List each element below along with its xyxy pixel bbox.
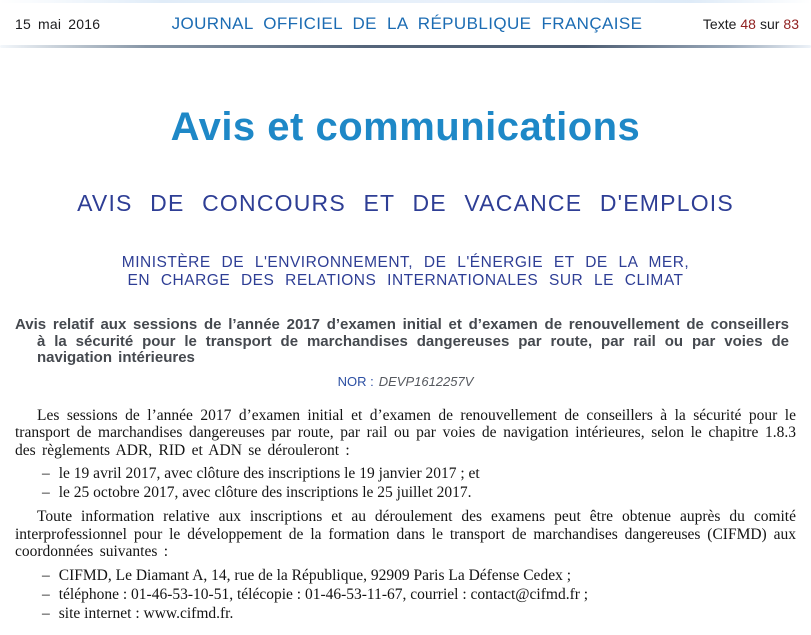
contact-details-list [15,566,796,623]
list-item [15,566,796,585]
ministry-line-1: MINISTÈRE DE L'ENVIRONNEMENT, DE L'ÉNERGIE ET DE LA MER, [121,254,690,271]
session-date-2: le 25 octobre 2017, avec clôture des inscriptions le 25 juillet 2017. [58,484,472,501]
dash-bullet: – [42,484,50,501]
session-date-1: le 19 avril 2017, avec clôture des inscriptions le 19 janvier 2017 ; et [58,465,480,482]
list-item [15,604,796,623]
contact-phone-email: téléphone : 01-46-53-10-51, télécopie : 01-46-53-11-67, courriel : contact@cifmd.fr ; [58,585,589,603]
journal-title: JOURNAL OFFICIEL DE LA RÉPUBLIQUE FRANÇAISE [171,14,643,33]
dash-bullet: – [42,604,50,622]
contact-address: CIFMD, Le Diamant A, 14, rue de la République, 92909 Paris La Défense Cedex ; [58,566,571,584]
main-title: Avis et communications [170,105,641,149]
issue-date: 15 mai 2016 [15,16,101,32]
list-item [15,483,796,502]
texte-sur: sur [759,16,780,32]
header-divider [0,45,811,48]
ministry-title [0,254,811,290]
list-item [15,585,796,604]
contact-website: site internet : www.cifmd.fr. [58,604,234,622]
dash-bullet: – [42,585,50,603]
notice-title: Avis relatif aux sessions de l’année 2017 d’examen initial et d’examen de renouvellement de conseillers à la sécurité pour le transport de marchandises dangereuses par route, par rail ou par voies de navigation intérieures [15,316,789,366]
dash-bullet: – [42,465,50,482]
nor-line [0,374,811,389]
nor-value: DEVP1612257V [378,373,474,389]
dash-bullet: – [42,566,50,584]
notice-body [0,407,811,623]
ministry-line-2: EN CHARGE DES RELATIONS INTERNATIONALES SUR LE CLIMAT [127,272,684,289]
texte-prefix: Texte [702,16,737,32]
paragraph-sessions: Les sessions de l’année 2017 d’examen initial et d’examen de renouvellement de conseillers à la sécurité pour le transport de marchandises dangereuses par route, par rail ou par voies de navigation intérieures, selon le chapitre 1.8.3 des règlements ADR, RID et ADN se dérouleront : [15,406,796,459]
texte-total: 83 [783,16,799,32]
list-item [15,464,796,483]
texte-reference [642,16,799,32]
section-title: AVIS DE CONCOURS ET DE VACANCE D'EMPLOIS [77,190,734,216]
page-header [0,3,811,34]
paragraph-information: Toute information relative aux inscriptions et au déroulement des examens peut être obtenue auprès du comité interprofessionnel pour le développement de la formation dans le transport de marchandises dangereuses (CIFMD) aux coordonnées suivantes : [15,508,796,560]
session-dates-list [15,464,796,502]
nor-label: NOR : [337,373,374,389]
page-top-border [0,0,811,3]
texte-number: 48 [740,16,756,32]
